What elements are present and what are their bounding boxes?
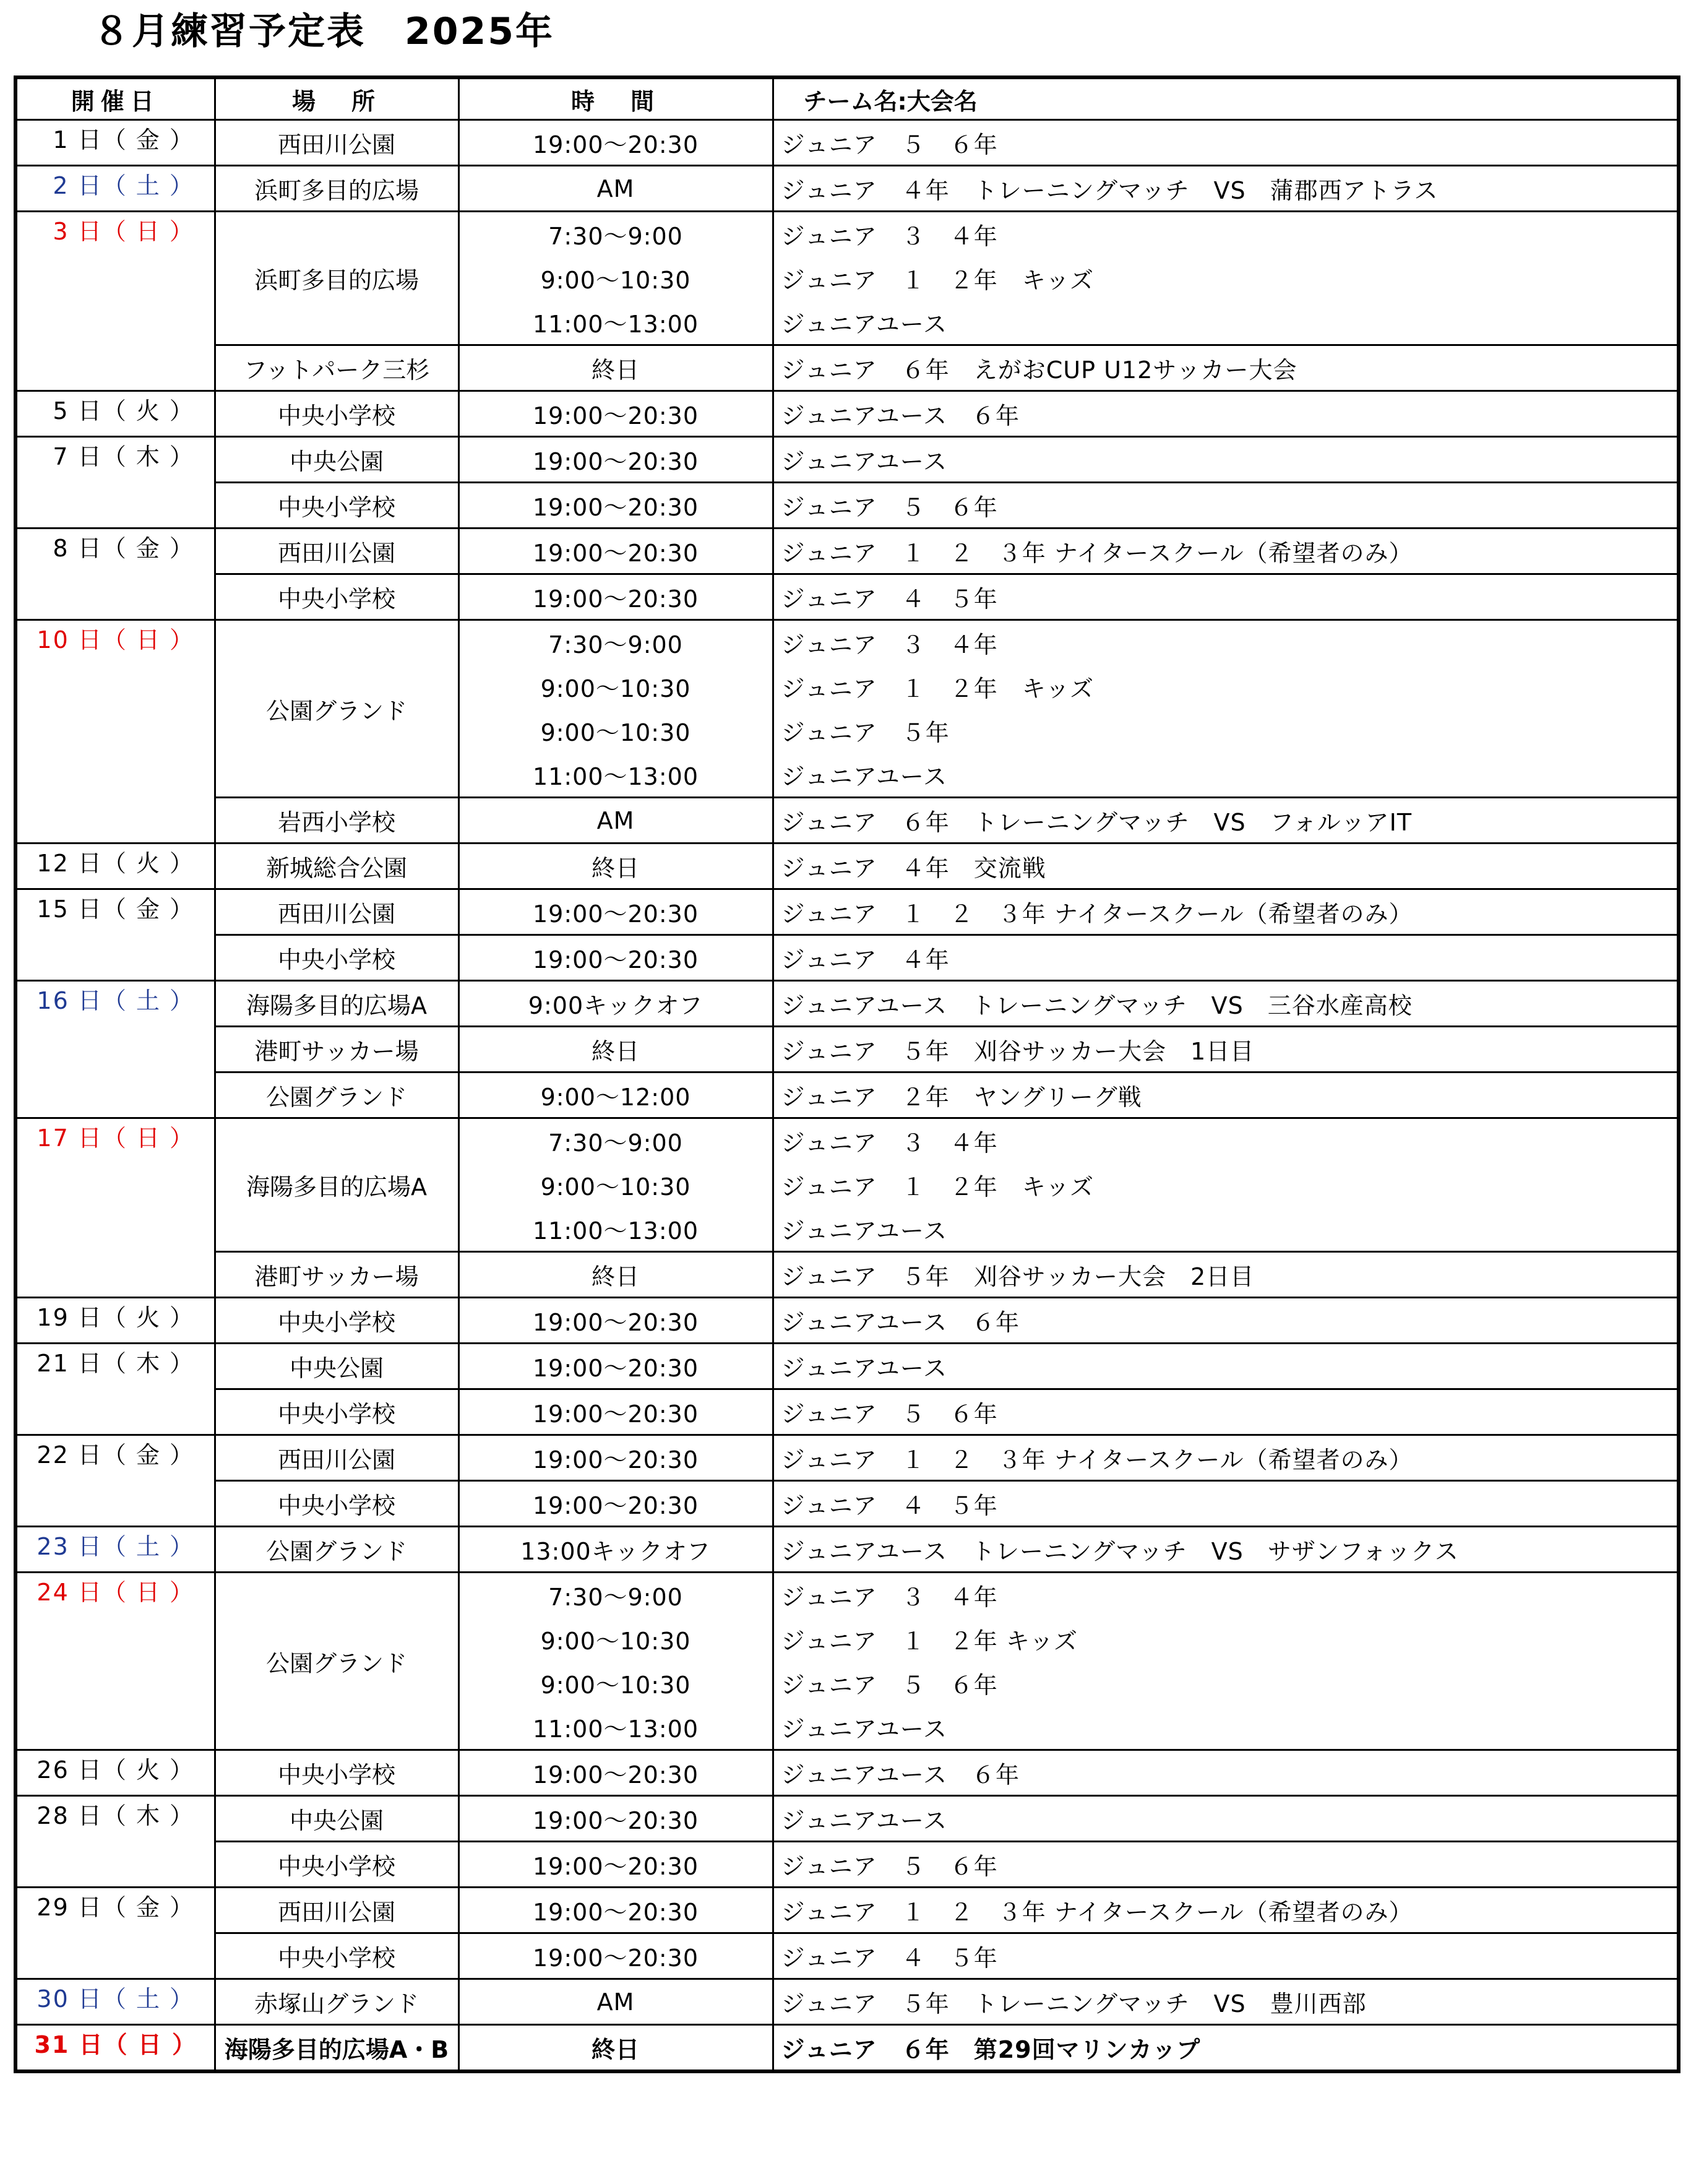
table-row bbox=[15, 1118, 1679, 1163]
date-close: ） bbox=[160, 1124, 195, 1152]
date-cell bbox=[15, 1527, 215, 1573]
event-cell: ジュニア ５ ６年 bbox=[773, 1842, 1679, 1888]
place-cell: 中央小学校 bbox=[215, 391, 458, 437]
event-cell: ジュニア ６年 トレーニングマッチ VS フォルッアIT bbox=[773, 798, 1679, 844]
day-of-week: 火 bbox=[136, 1756, 161, 1784]
table-row bbox=[15, 1027, 1679, 1073]
time-cell: 9:00〜10:30 bbox=[458, 1163, 773, 1207]
time-cell: 終日 bbox=[458, 345, 773, 391]
date-suffix: 日（ bbox=[69, 172, 136, 199]
day-of-week: 木 bbox=[136, 1350, 161, 1377]
event-cell: ジュニアユース bbox=[773, 1796, 1679, 1842]
place-cell: 公園グランド bbox=[215, 1573, 458, 1750]
date-close: ） bbox=[160, 1802, 195, 1829]
date-suffix: 日（ bbox=[69, 1304, 136, 1331]
time-cell: 9:00〜10:30 bbox=[458, 665, 773, 709]
date-close: ） bbox=[160, 1533, 195, 1560]
day-of-week: 金 bbox=[136, 896, 161, 923]
event-cell: ジュニア ４ ５年 bbox=[773, 1481, 1679, 1527]
table-row bbox=[15, 1389, 1679, 1435]
day-of-week: 火 bbox=[136, 1304, 161, 1331]
date-cell bbox=[15, 120, 215, 166]
event-cell: ジュニア ４年 bbox=[773, 935, 1679, 981]
place-cell: 公園グランド bbox=[215, 620, 458, 798]
event-cell: ジュニア １ ２ ３年 ナイタースクール（希望者のみ） bbox=[773, 889, 1679, 935]
date-number: 7 bbox=[53, 443, 69, 470]
date-cell bbox=[15, 212, 215, 391]
date-number: 12 bbox=[37, 850, 69, 877]
date-suffix: 日（ bbox=[69, 1579, 136, 1606]
date-cell bbox=[15, 2025, 215, 2072]
day-of-week: 金 bbox=[136, 126, 161, 153]
time-cell: 終日 bbox=[458, 1252, 773, 1298]
time-cell: 19:00〜20:30 bbox=[458, 574, 773, 620]
day-of-week: 木 bbox=[136, 1802, 161, 1829]
place-cell: 浜町多目的広場 bbox=[215, 212, 458, 345]
date-close: ） bbox=[160, 1894, 195, 1921]
place-cell: 西田川公園 bbox=[215, 120, 458, 166]
place-cell: 西田川公園 bbox=[215, 1888, 458, 1933]
date-close: ） bbox=[160, 1441, 195, 1469]
date-cell bbox=[15, 1118, 215, 1298]
event-cell: ジュニア １ ２ ３年 ナイタースクール（希望者のみ） bbox=[773, 1435, 1679, 1481]
date-cell bbox=[15, 166, 215, 212]
date-suffix: 日（ bbox=[69, 1894, 136, 1921]
date-suffix: 日（ bbox=[69, 1533, 136, 1560]
time-cell: 19:00〜20:30 bbox=[458, 529, 773, 574]
header-date: 開催日 bbox=[15, 77, 215, 120]
date-cell bbox=[15, 889, 215, 981]
place-cell: 公園グランド bbox=[215, 1073, 458, 1118]
time-cell: 19:00〜20:30 bbox=[458, 1933, 773, 1979]
day-of-week: 土 bbox=[136, 987, 161, 1014]
event-cell: ジュニアユース ６年 bbox=[773, 391, 1679, 437]
date-suffix: 日（ bbox=[69, 2031, 138, 2058]
event-cell: ジュニア １ ２年 キッズ bbox=[773, 665, 1679, 709]
day-of-week: 土 bbox=[136, 172, 161, 199]
header-event: チーム名:大会名 bbox=[773, 77, 1679, 120]
date-suffix: 日（ bbox=[69, 1985, 136, 2013]
time-cell: 9:00〜10:30 bbox=[458, 1661, 773, 1705]
date-number: 2 bbox=[53, 172, 69, 199]
date-number: 23 bbox=[37, 1533, 69, 1560]
date-suffix: 日（ bbox=[69, 1802, 136, 1829]
date-close: ） bbox=[160, 626, 195, 654]
place-cell: 公園グランド bbox=[215, 1527, 458, 1573]
time-cell: 9:00キックオフ bbox=[458, 981, 773, 1027]
date-cell bbox=[15, 1796, 215, 1888]
table-row bbox=[15, 1888, 1679, 1933]
table-row bbox=[15, 1435, 1679, 1481]
date-suffix: 日（ bbox=[69, 218, 136, 245]
table-row bbox=[15, 1573, 1679, 1618]
event-cell: ジュニア ６年 えがおCUP U12サッカー大会 bbox=[773, 345, 1679, 391]
place-cell: 海陽多目的広場A・B bbox=[215, 2025, 458, 2072]
time-cell: 7:30〜9:00 bbox=[458, 1573, 773, 1618]
event-cell: ジュニア ５年 刈谷サッカー大会 1日目 bbox=[773, 1027, 1679, 1073]
time-cell: 7:30〜9:00 bbox=[458, 1118, 773, 1163]
date-cell bbox=[15, 391, 215, 437]
date-cell bbox=[15, 620, 215, 844]
date-close: ） bbox=[160, 1579, 195, 1606]
event-cell: ジュニア ４ ５年 bbox=[773, 1933, 1679, 1979]
date-cell bbox=[15, 1750, 215, 1796]
place-cell: 中央小学校 bbox=[215, 1389, 458, 1435]
time-cell: 終日 bbox=[458, 844, 773, 889]
event-cell: ジュニア ５ ６年 bbox=[773, 120, 1679, 166]
date-suffix: 日（ bbox=[69, 1441, 136, 1469]
table-row bbox=[15, 1073, 1679, 1118]
date-close: ） bbox=[162, 2031, 197, 2058]
date-number: 21 bbox=[37, 1350, 69, 1377]
date-cell bbox=[15, 844, 215, 889]
place-cell: 中央小学校 bbox=[215, 483, 458, 529]
date-cell bbox=[15, 1573, 215, 1750]
date-close: ） bbox=[160, 535, 194, 562]
date-close: ） bbox=[160, 443, 194, 470]
event-cell: ジュニアユース bbox=[773, 753, 1679, 798]
event-cell: ジュニア １ ２ ３年 ナイタースクール（希望者のみ） bbox=[773, 1888, 1679, 1933]
date-close: ） bbox=[160, 896, 195, 923]
table-row bbox=[15, 1842, 1679, 1888]
time-cell: 11:00〜13:00 bbox=[458, 753, 773, 798]
time-cell: 11:00〜13:00 bbox=[458, 300, 773, 345]
table-row bbox=[15, 1933, 1679, 1979]
date-close: ） bbox=[160, 1756, 195, 1784]
table-row bbox=[15, 1344, 1679, 1389]
header-row bbox=[15, 77, 1679, 120]
place-cell: 中央小学校 bbox=[215, 1750, 458, 1796]
place-cell: フットパーク三杉 bbox=[215, 345, 458, 391]
table-row bbox=[15, 935, 1679, 981]
day-of-week: 日 bbox=[136, 218, 161, 245]
schedule-table bbox=[14, 76, 1680, 2073]
table-row bbox=[15, 1527, 1679, 1573]
time-cell: 7:30〜9:00 bbox=[458, 212, 773, 257]
date-cell bbox=[15, 1298, 215, 1344]
event-cell: ジュニアユース bbox=[773, 1207, 1679, 1252]
table-row bbox=[15, 166, 1679, 212]
date-number: 5 bbox=[53, 397, 69, 425]
date-number: 31 bbox=[34, 2031, 70, 2058]
date-close: ） bbox=[160, 397, 194, 425]
event-cell: ジュニアユース ６年 bbox=[773, 1750, 1679, 1796]
date-number: 15 bbox=[37, 896, 69, 923]
date-suffix: 日（ bbox=[69, 443, 136, 470]
table-row bbox=[15, 345, 1679, 391]
date-suffix: 日（ bbox=[69, 397, 136, 425]
place-cell: 岩西小学校 bbox=[215, 798, 458, 844]
table-row bbox=[15, 1298, 1679, 1344]
time-cell: 7:30〜9:00 bbox=[458, 620, 773, 665]
day-of-week: 金 bbox=[136, 1894, 161, 1921]
time-cell: 9:00〜10:30 bbox=[458, 1617, 773, 1661]
date-number: 8 bbox=[53, 535, 69, 562]
day-of-week: 木 bbox=[136, 443, 161, 470]
event-cell: ジュニア ４年 トレーニングマッチ VS 蒲郡西アトラス bbox=[773, 166, 1679, 212]
time-cell: 19:00〜20:30 bbox=[458, 1796, 773, 1842]
day-of-week: 日 bbox=[136, 1579, 161, 1606]
event-cell: ジュニアユース bbox=[773, 1344, 1679, 1389]
table-header bbox=[15, 77, 1679, 120]
time-cell: 9:00〜10:30 bbox=[458, 256, 773, 300]
time-cell: 19:00〜20:30 bbox=[458, 391, 773, 437]
date-number: 28 bbox=[37, 1802, 69, 1829]
event-cell: ジュニア ６年 第29回マリンカップ bbox=[773, 2025, 1679, 2072]
table-row bbox=[15, 798, 1679, 844]
date-number: 24 bbox=[37, 1579, 69, 1606]
event-cell: ジュニア ３ ４年 bbox=[773, 212, 1679, 257]
event-cell: ジュニア ５ ６年 bbox=[773, 1661, 1679, 1705]
event-cell: ジュニアユース トレーニングマッチ VS サザンフォックス bbox=[773, 1527, 1679, 1573]
table-row bbox=[15, 574, 1679, 620]
day-of-week: 金 bbox=[136, 1441, 161, 1469]
event-cell: ジュニア ３ ４年 bbox=[773, 620, 1679, 665]
table-body bbox=[15, 120, 1679, 2072]
day-of-week: 火 bbox=[136, 850, 161, 877]
table-row bbox=[15, 529, 1679, 574]
place-cell: 西田川公園 bbox=[215, 889, 458, 935]
time-cell: AM bbox=[458, 1979, 773, 2025]
table-row bbox=[15, 212, 1679, 257]
event-cell: ジュニア １ ２年 キッズ bbox=[773, 1163, 1679, 1207]
event-cell: ジュニア １ ２年 キッズ bbox=[773, 256, 1679, 300]
place-cell: 海陽多目的広場A bbox=[215, 981, 458, 1027]
event-cell: ジュニア ２年 ヤングリーグ戦 bbox=[773, 1073, 1679, 1118]
time-cell: 19:00〜20:30 bbox=[458, 1842, 773, 1888]
date-suffix: 日（ bbox=[69, 535, 136, 562]
place-cell: 浜町多目的広場 bbox=[215, 166, 458, 212]
time-cell: 11:00〜13:00 bbox=[458, 1207, 773, 1252]
day-of-week: 土 bbox=[136, 1533, 161, 1560]
table-row bbox=[15, 1796, 1679, 1842]
time-cell: 19:00〜20:30 bbox=[458, 1298, 773, 1344]
place-cell: 中央公園 bbox=[215, 1344, 458, 1389]
place-cell: 中央小学校 bbox=[215, 1842, 458, 1888]
time-cell: 19:00〜20:30 bbox=[458, 1750, 773, 1796]
place-cell: 海陽多目的広場A bbox=[215, 1118, 458, 1252]
time-cell: 19:00〜20:30 bbox=[458, 1344, 773, 1389]
time-cell: 13:00キックオフ bbox=[458, 1527, 773, 1573]
date-close: ） bbox=[160, 1985, 195, 2013]
place-cell: 西田川公園 bbox=[215, 529, 458, 574]
date-close: ） bbox=[160, 1304, 195, 1331]
table-row bbox=[15, 1979, 1679, 2025]
place-cell: 中央小学校 bbox=[215, 935, 458, 981]
table-row bbox=[15, 391, 1679, 437]
date-number: 3 bbox=[53, 218, 69, 245]
event-cell: ジュニアユース ６年 bbox=[773, 1298, 1679, 1344]
time-cell: 19:00〜20:30 bbox=[458, 1481, 773, 1527]
time-cell: 19:00〜20:30 bbox=[458, 120, 773, 166]
table-row bbox=[15, 889, 1679, 935]
table-row bbox=[15, 1750, 1679, 1796]
event-cell: ジュニア １ ２ ３年 ナイタースクール（希望者のみ） bbox=[773, 529, 1679, 574]
event-cell: ジュニアユース bbox=[773, 437, 1679, 483]
date-cell bbox=[15, 437, 215, 529]
table-row bbox=[15, 2025, 1679, 2072]
table-row bbox=[15, 981, 1679, 1027]
date-number: 16 bbox=[37, 987, 69, 1014]
date-number: 10 bbox=[37, 626, 69, 654]
date-suffix: 日（ bbox=[69, 1124, 136, 1152]
date-cell bbox=[15, 1435, 215, 1527]
date-cell bbox=[15, 981, 215, 1118]
date-cell bbox=[15, 529, 215, 620]
table-row bbox=[15, 483, 1679, 529]
time-cell: 11:00〜13:00 bbox=[458, 1705, 773, 1750]
place-cell: 中央小学校 bbox=[215, 1298, 458, 1344]
table-row bbox=[15, 1252, 1679, 1298]
page-title: ８月練習予定表 2025年 bbox=[93, 10, 554, 53]
day-of-week: 日 bbox=[137, 2031, 163, 2058]
place-cell: 港町サッカー場 bbox=[215, 1252, 458, 1298]
time-cell: 9:00〜12:00 bbox=[458, 1073, 773, 1118]
place-cell: 西田川公園 bbox=[215, 1435, 458, 1481]
date-cell bbox=[15, 1979, 215, 2025]
date-suffix: 日（ bbox=[69, 896, 136, 923]
event-cell: ジュニアユース トレーニングマッチ VS 三谷水産高校 bbox=[773, 981, 1679, 1027]
table-row bbox=[15, 120, 1679, 166]
event-cell: ジュニア ５ ６年 bbox=[773, 483, 1679, 529]
time-cell: 19:00〜20:30 bbox=[458, 889, 773, 935]
place-cell: 中央小学校 bbox=[215, 1481, 458, 1527]
header-place: 場 所 bbox=[215, 77, 458, 120]
event-cell: ジュニア ５年 刈谷サッカー大会 2日目 bbox=[773, 1252, 1679, 1298]
time-cell: 19:00〜20:30 bbox=[458, 1389, 773, 1435]
table-row bbox=[15, 620, 1679, 665]
date-suffix: 日（ bbox=[69, 1756, 136, 1784]
place-cell: 赤塚山グランド bbox=[215, 1979, 458, 2025]
table-row bbox=[15, 844, 1679, 889]
event-cell: ジュニア ４ ５年 bbox=[773, 574, 1679, 620]
day-of-week: 日 bbox=[136, 1124, 161, 1152]
time-cell: AM bbox=[458, 166, 773, 212]
date-cell bbox=[15, 1344, 215, 1435]
place-cell: 港町サッカー場 bbox=[215, 1027, 458, 1073]
time-cell: 終日 bbox=[458, 1027, 773, 1073]
date-number: 22 bbox=[37, 1441, 69, 1469]
event-cell: ジュニア ５ ６年 bbox=[773, 1389, 1679, 1435]
day-of-week: 金 bbox=[136, 535, 161, 562]
day-of-week: 日 bbox=[136, 626, 161, 654]
day-of-week: 土 bbox=[136, 1985, 161, 2013]
table-row bbox=[15, 1481, 1679, 1527]
date-number: 30 bbox=[37, 1985, 69, 2013]
date-suffix: 日（ bbox=[69, 126, 136, 153]
date-close: ） bbox=[160, 987, 195, 1014]
date-number: 29 bbox=[37, 1894, 69, 1921]
time-cell: 19:00〜20:30 bbox=[458, 437, 773, 483]
time-cell: 9:00〜10:30 bbox=[458, 709, 773, 753]
event-cell: ジュニア ５年 bbox=[773, 709, 1679, 753]
date-cell bbox=[15, 1888, 215, 1979]
time-cell: 19:00〜20:30 bbox=[458, 483, 773, 529]
event-cell: ジュニアユース bbox=[773, 1705, 1679, 1750]
date-number: 19 bbox=[37, 1304, 69, 1331]
event-cell: ジュニアユース bbox=[773, 300, 1679, 345]
date-number: 17 bbox=[37, 1124, 69, 1152]
place-cell: 中央公園 bbox=[215, 437, 458, 483]
time-cell: AM bbox=[458, 798, 773, 844]
date-suffix: 日（ bbox=[69, 1350, 136, 1377]
time-cell: 19:00〜20:30 bbox=[458, 935, 773, 981]
place-cell: 中央公園 bbox=[215, 1796, 458, 1842]
date-number: 1 bbox=[53, 126, 69, 153]
date-number: 26 bbox=[37, 1756, 69, 1784]
date-close: ） bbox=[160, 850, 195, 877]
day-of-week: 火 bbox=[136, 397, 161, 425]
place-cell: 中央小学校 bbox=[215, 574, 458, 620]
event-cell: ジュニア ３ ４年 bbox=[773, 1118, 1679, 1163]
date-suffix: 日（ bbox=[69, 626, 136, 654]
time-cell: 19:00〜20:30 bbox=[458, 1435, 773, 1481]
date-close: ） bbox=[160, 172, 194, 199]
date-suffix: 日（ bbox=[69, 987, 136, 1014]
place-cell: 中央小学校 bbox=[215, 1933, 458, 1979]
table-row bbox=[15, 437, 1679, 483]
time-cell: 終日 bbox=[458, 2025, 773, 2072]
place-cell: 新城総合公園 bbox=[215, 844, 458, 889]
date-close: ） bbox=[160, 1350, 195, 1377]
header-time: 時 間 bbox=[458, 77, 773, 120]
date-suffix: 日（ bbox=[69, 850, 136, 877]
date-close: ） bbox=[160, 126, 194, 153]
date-close: ） bbox=[160, 218, 194, 245]
time-cell: 19:00〜20:30 bbox=[458, 1888, 773, 1933]
event-cell: ジュニア ３ ４年 bbox=[773, 1573, 1679, 1618]
event-cell: ジュニア ５年 トレーニングマッチ VS 豊川西部 bbox=[773, 1979, 1679, 2025]
event-cell: ジュニア １ ２年 キッズ bbox=[773, 1617, 1679, 1661]
event-cell: ジュニア ４年 交流戦 bbox=[773, 844, 1679, 889]
